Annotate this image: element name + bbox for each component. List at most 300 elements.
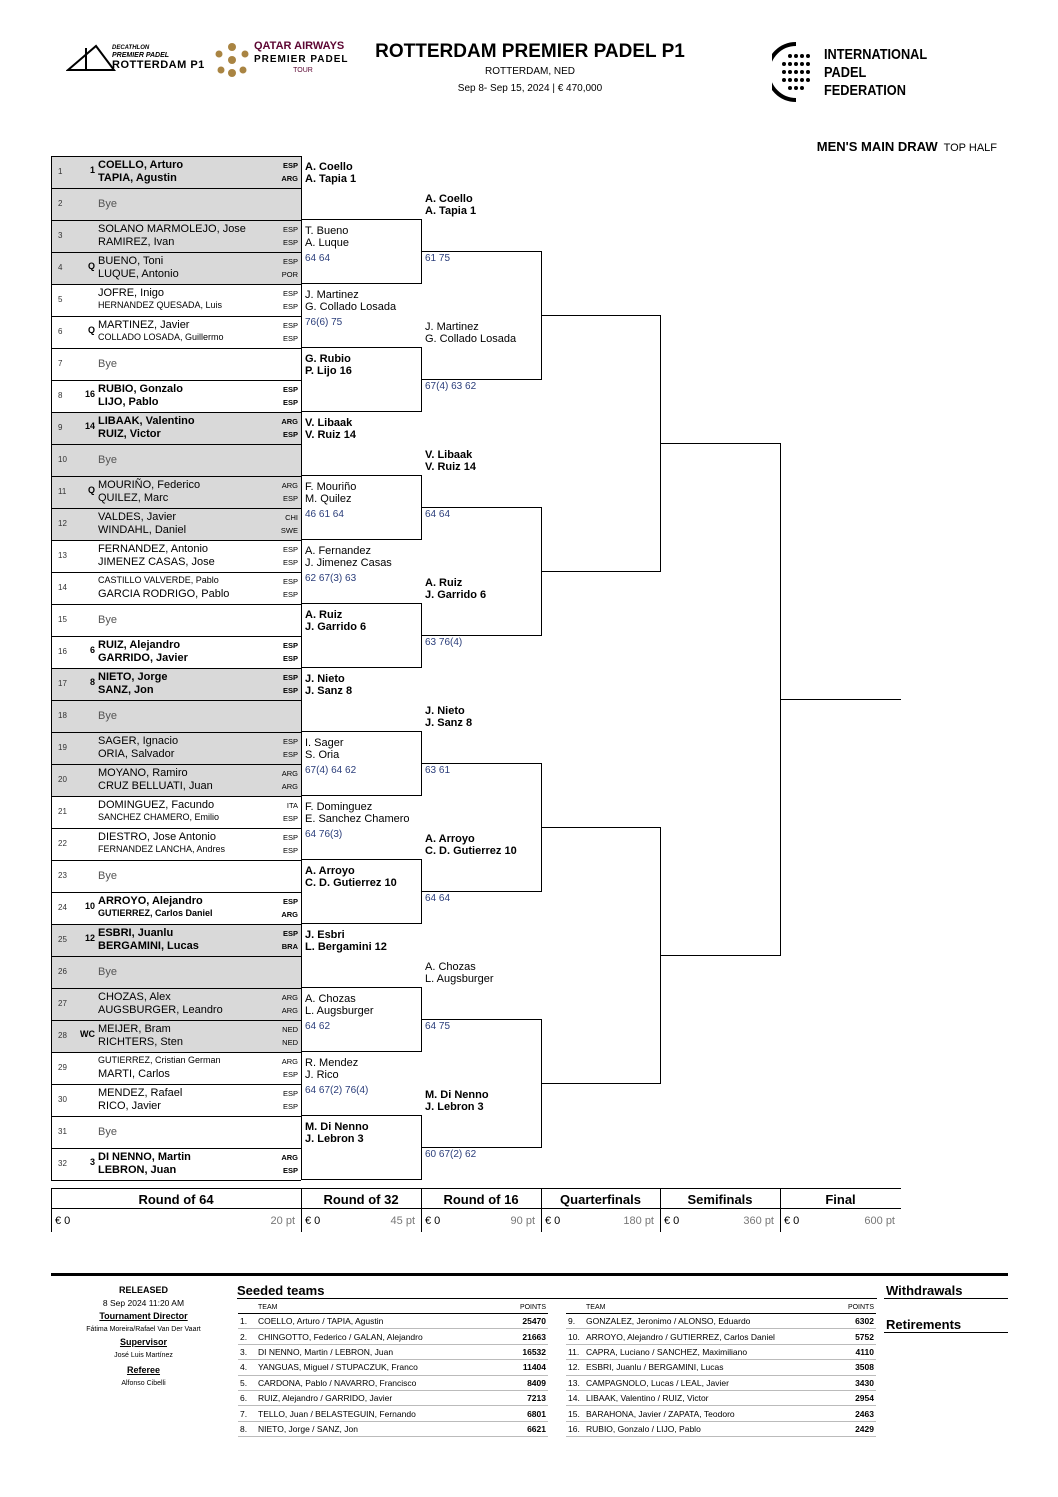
round-line bbox=[421, 763, 541, 764]
round-line bbox=[421, 507, 541, 508]
match-score: 61 75 bbox=[425, 253, 451, 264]
player-nation: ESP bbox=[282, 257, 298, 266]
winner-line: J. Nieto bbox=[425, 705, 465, 717]
player-name: QUILEZ, Marc bbox=[98, 492, 169, 504]
player-name: RICO, Javier bbox=[98, 1100, 161, 1112]
slot-divider bbox=[51, 1020, 301, 1021]
slot-divider bbox=[51, 348, 301, 349]
winner-line: G. Collado Losada bbox=[305, 301, 397, 313]
r32-winner bbox=[305, 481, 356, 505]
seed-points: 6621 bbox=[504, 1421, 548, 1436]
draw-slot bbox=[51, 956, 301, 988]
slot-divider bbox=[51, 604, 301, 605]
r32-winner bbox=[305, 225, 349, 249]
match-score: 64 64 bbox=[305, 253, 331, 264]
round-name: Semifinals bbox=[687, 1192, 753, 1207]
draw-slot bbox=[51, 1052, 301, 1084]
slot-number: 25 bbox=[58, 935, 67, 944]
winner-line: J. Lebron 3 bbox=[305, 1133, 364, 1145]
slot-seed: 12 bbox=[84, 933, 95, 943]
winner-line: S. Oria bbox=[305, 749, 340, 761]
player-nation: ARG bbox=[281, 993, 298, 1002]
seed-rank: 15. bbox=[566, 1406, 584, 1421]
rotterdam-logo-text: ROTTERDAM P1 bbox=[112, 59, 205, 71]
draw-slot bbox=[51, 252, 301, 284]
seed-rank: 1. bbox=[238, 1314, 256, 1329]
winner-line: L. Bergamini 12 bbox=[305, 941, 387, 953]
seed-team: CAPRA, Luciano / SANCHEZ, Maximiliano bbox=[584, 1344, 837, 1359]
player-nation: ESP bbox=[282, 289, 298, 298]
player-nation: ESP bbox=[282, 833, 298, 842]
winner-line: G. Rubio bbox=[305, 353, 351, 365]
player-name: MENDEZ, Rafael bbox=[98, 1087, 183, 1099]
player-name: LEBRON, Juan bbox=[98, 1164, 177, 1176]
slot-number: 9 bbox=[58, 423, 63, 432]
round-name: Round of 32 bbox=[323, 1192, 399, 1207]
winner-line: V. Ruiz 14 bbox=[305, 429, 356, 441]
round-line bbox=[301, 1179, 421, 1180]
seed-rank: 5. bbox=[238, 1375, 256, 1390]
slot-divider bbox=[51, 1116, 301, 1117]
draw-slot bbox=[51, 188, 301, 220]
player-name: NIETO, Jorge bbox=[98, 671, 168, 683]
team-header: TEAM bbox=[256, 1302, 504, 1314]
winner-line: A. Arroyo bbox=[425, 833, 475, 845]
points-header: POINTS bbox=[504, 1302, 548, 1314]
final-line bbox=[780, 699, 901, 700]
slot-number: 24 bbox=[58, 903, 67, 912]
seed-points: 21663 bbox=[504, 1329, 548, 1344]
winner-line: M. Di Nenno bbox=[305, 1121, 369, 1133]
r32-winner bbox=[305, 801, 410, 825]
r16-winner bbox=[425, 577, 486, 601]
round-line bbox=[421, 251, 541, 252]
released-label: RELEASED bbox=[118, 1285, 168, 1295]
player-nation: ESP bbox=[282, 545, 298, 554]
seed-points: 8409 bbox=[504, 1375, 548, 1390]
player-name: LUQUE, Antonio bbox=[98, 268, 179, 280]
round-name: Round of 16 bbox=[443, 1192, 519, 1207]
seed-team: ARROYO, Alejandro / GUTIERREZ, Carlos Daniel bbox=[584, 1329, 837, 1344]
winner-line: V. Libaak bbox=[305, 417, 353, 429]
slot-seed: 3 bbox=[89, 1157, 95, 1167]
player-nation: ESP bbox=[282, 590, 298, 599]
player-name: DIESTRO, Jose Antonio bbox=[98, 831, 216, 843]
slot-number: 19 bbox=[58, 743, 67, 752]
player-nation: ESP bbox=[282, 161, 298, 170]
r32-winner bbox=[305, 609, 366, 633]
player-name: BERGAMINI, Lucas bbox=[98, 940, 199, 952]
player-name: RUIZ, Victor bbox=[98, 428, 161, 440]
slot-divider bbox=[51, 188, 301, 189]
seeded-teams-title: Seeded teams bbox=[237, 1283, 325, 1298]
player-name: DOMINGUEZ, Facundo bbox=[98, 799, 215, 811]
r32-winner bbox=[305, 673, 352, 697]
seed-row bbox=[566, 1360, 876, 1375]
slot-divider bbox=[51, 412, 301, 413]
round-line bbox=[421, 379, 541, 380]
seed-rank: 8. bbox=[238, 1421, 256, 1436]
seed-rank: 9. bbox=[566, 1314, 584, 1329]
player-nation: ARG bbox=[281, 417, 298, 426]
round-line bbox=[421, 891, 541, 892]
match-score: 64 75 bbox=[425, 1021, 451, 1032]
round-line bbox=[541, 1083, 660, 1084]
slot-seed: Q bbox=[87, 261, 95, 271]
r16-winner bbox=[425, 449, 476, 473]
round-prize: € 0 bbox=[305, 1215, 321, 1227]
player-name: WINDAHL, Daniel bbox=[98, 524, 187, 536]
player-name: FERNANDEZ, Antonio bbox=[98, 543, 209, 555]
r32-winner bbox=[305, 1057, 358, 1081]
r32-winner bbox=[305, 289, 396, 313]
round-line bbox=[421, 1147, 541, 1148]
round-line bbox=[301, 1051, 421, 1052]
draw-slot bbox=[51, 540, 301, 572]
player-name: GARRIDO, Javier bbox=[98, 652, 188, 664]
seed-rank: 6. bbox=[238, 1390, 256, 1405]
slot-number: 21 bbox=[58, 807, 67, 816]
round-name: Round of 64 bbox=[138, 1192, 214, 1207]
slot-seed: Q bbox=[87, 485, 95, 495]
slot-divider bbox=[51, 1180, 301, 1181]
round-line bbox=[541, 827, 660, 828]
slot-number: 11 bbox=[58, 487, 67, 496]
seed-rank: 7. bbox=[238, 1406, 256, 1421]
player-nation: ESP bbox=[282, 1102, 298, 1111]
qatar-premier-padel-text: PREMIER PADEL bbox=[254, 54, 349, 65]
round-line bbox=[541, 571, 660, 572]
slot-divider bbox=[51, 252, 301, 253]
round-line bbox=[421, 635, 541, 636]
winner-line: J. Sanz 8 bbox=[425, 717, 473, 729]
seed-row bbox=[566, 1314, 876, 1329]
slot-number: 1 bbox=[58, 167, 63, 176]
retirements-label: Retirements bbox=[886, 1317, 962, 1332]
draw-slot bbox=[51, 892, 301, 924]
round-line bbox=[301, 475, 421, 476]
slot-divider bbox=[51, 1084, 301, 1085]
slot-divider bbox=[51, 796, 301, 797]
winner-line: J. Jimenez Casas bbox=[305, 557, 392, 569]
slot-number: 26 bbox=[58, 967, 67, 976]
winner-line: J. Nieto bbox=[305, 673, 345, 685]
player-nation: ESP bbox=[282, 334, 298, 343]
player-nation: ESP bbox=[282, 385, 298, 394]
draw-slot bbox=[51, 700, 301, 732]
slot-number: 15 bbox=[58, 615, 67, 624]
draw-slot bbox=[51, 636, 301, 668]
winner-line: E. Sanchez Chamero bbox=[305, 813, 410, 825]
player-nation: ARG bbox=[281, 769, 298, 778]
player-nation: NED bbox=[282, 1038, 298, 1047]
slot-number: 27 bbox=[58, 999, 67, 1008]
seed-points: 2463 bbox=[837, 1406, 876, 1421]
slot-number: 3 bbox=[58, 231, 63, 240]
player-nation: ESP bbox=[282, 750, 298, 759]
seed-rank: 11. bbox=[566, 1344, 584, 1359]
player-nation: ARG bbox=[281, 174, 298, 183]
seed-row bbox=[566, 1406, 876, 1421]
player-name: GARCIA RODRIGO, Pablo bbox=[98, 588, 230, 600]
match-score: 63 76(4) bbox=[425, 637, 463, 648]
seed-row bbox=[566, 1390, 876, 1405]
player-nation: ESP bbox=[282, 929, 298, 938]
player-nation: ITA bbox=[286, 801, 298, 810]
draw-slot bbox=[51, 604, 301, 636]
referee-name: Alfonso Cibelli bbox=[121, 1380, 166, 1387]
r32-winner bbox=[305, 737, 344, 761]
draw-slot bbox=[51, 316, 301, 348]
player-name: SANZ, Jon bbox=[98, 684, 154, 696]
td-name: Fátima Moreira/Rafael Van Der Vaart bbox=[86, 1326, 201, 1333]
withdrawals-label: Withdrawals bbox=[886, 1283, 963, 1298]
player-name: SOLANO MARMOLEJO, Jose bbox=[98, 223, 246, 235]
summary-top-rule bbox=[51, 1188, 901, 1189]
seed-team: ESBRI, Juanlu / BERGAMINI, Lucas bbox=[584, 1360, 837, 1375]
draw-slot bbox=[51, 796, 301, 828]
round-line bbox=[301, 283, 421, 284]
round-line bbox=[421, 1019, 541, 1020]
match-score: 67(4) 64 62 bbox=[305, 765, 357, 776]
team-header: TEAM bbox=[584, 1302, 837, 1314]
seed-team: RUIZ, Alejandro / GARRIDO, Javier bbox=[256, 1390, 504, 1405]
player-name: AUGSBURGER, Leandro bbox=[98, 1004, 223, 1016]
winner-line: J. Sanz 8 bbox=[305, 685, 353, 697]
supervisor-name: José Luis Martínez bbox=[114, 1352, 173, 1359]
round-line bbox=[301, 539, 421, 540]
winner-line: A. Luque bbox=[305, 237, 350, 249]
player-name: RICHTERS, Sten bbox=[98, 1036, 183, 1048]
player-nation: ESP bbox=[282, 1070, 298, 1079]
slot-seed: 16 bbox=[84, 389, 95, 399]
draw-slot bbox=[51, 668, 301, 700]
player-nation: NED bbox=[282, 1025, 298, 1034]
slot-divider bbox=[51, 892, 301, 893]
seed-team: NIETO, Jorge / SANZ, Jon bbox=[256, 1421, 504, 1436]
r16-winner bbox=[425, 833, 517, 857]
bye-label: Bye bbox=[98, 198, 117, 210]
tournament-title: ROTTERDAM PREMIER PADEL P1 bbox=[375, 41, 685, 62]
rotterdam-logo-mid: PREMIER PADEL bbox=[112, 52, 170, 59]
player-nation: ARG bbox=[281, 782, 298, 791]
seed-rank: 14. bbox=[566, 1390, 584, 1405]
round-summary bbox=[51, 1188, 901, 1234]
round-prize: € 0 bbox=[664, 1215, 680, 1227]
slot-seed: 6 bbox=[89, 645, 95, 655]
officials-block bbox=[51, 1284, 236, 1390]
draw-label-main: MEN'S MAIN DRAW bbox=[816, 139, 938, 154]
qatar-tour-text: TOUR bbox=[293, 67, 313, 74]
seeded-table-left-grid bbox=[238, 1302, 548, 1437]
round-line bbox=[301, 795, 421, 796]
player-nation: ESP bbox=[282, 686, 298, 695]
seed-row bbox=[238, 1375, 548, 1390]
bye-label: Bye bbox=[98, 1126, 117, 1138]
winner-line: T. Bueno bbox=[305, 225, 349, 237]
rotterdam-logo-top: DECATHLON bbox=[112, 45, 150, 51]
r32-winner bbox=[305, 993, 374, 1017]
draw-slot bbox=[51, 860, 301, 892]
seed-rank: 4. bbox=[238, 1360, 256, 1375]
slot-number: 10 bbox=[58, 455, 67, 464]
player-nation: ESP bbox=[282, 897, 298, 906]
winner-line: F. Mouriño bbox=[305, 481, 357, 493]
player-nation: ESP bbox=[282, 558, 298, 567]
player-name: RUBIO, Gonzalo bbox=[98, 383, 183, 395]
seed-team: CARDONA, Pablo / NAVARRO, Francisco bbox=[256, 1375, 504, 1390]
draw-slot bbox=[51, 764, 301, 796]
player-name: RAMIREZ, Ivan bbox=[98, 236, 175, 248]
player-name: MEIJER, Bram bbox=[98, 1023, 171, 1035]
player-name: MOYANO, Ramiro bbox=[98, 767, 188, 779]
slot-divider bbox=[51, 220, 301, 221]
seed-row bbox=[238, 1406, 548, 1421]
r32-winner bbox=[305, 545, 392, 569]
winner-line: P. Lijo 16 bbox=[305, 365, 352, 377]
player-name: LIJO, Pablo bbox=[98, 396, 159, 408]
seeded-table-right-grid bbox=[566, 1302, 876, 1437]
r32-winner bbox=[305, 417, 356, 441]
slot-divider bbox=[51, 700, 301, 701]
player-nation: ESP bbox=[282, 673, 298, 682]
r16-winner bbox=[425, 321, 516, 345]
seed-row bbox=[238, 1314, 548, 1329]
match-score: 67(4) 63 62 bbox=[425, 381, 477, 392]
winner-line: A. Chozas bbox=[425, 961, 476, 973]
draw-slot bbox=[51, 476, 301, 508]
player-nation: ESP bbox=[282, 1166, 298, 1175]
slot-number: 30 bbox=[58, 1095, 67, 1104]
seed-row bbox=[238, 1360, 548, 1375]
player-name: MOURIÑO, Federico bbox=[98, 479, 201, 491]
slot-divider bbox=[51, 956, 301, 957]
slot-number: 2 bbox=[58, 199, 63, 208]
draw-slot bbox=[51, 988, 301, 1020]
winner-line: A. Arroyo bbox=[305, 865, 355, 877]
winner-line: A. Tapia 1 bbox=[425, 205, 477, 217]
winner-line: L. Augsburger bbox=[305, 1005, 374, 1017]
round-points: 45 pt bbox=[390, 1215, 415, 1227]
slot-number: 7 bbox=[58, 359, 63, 368]
winner-line: J. Garrido 6 bbox=[425, 589, 487, 601]
round-line bbox=[301, 1115, 421, 1116]
seed-team: DI NENNO, Martin / LEBRON, Juan bbox=[256, 1344, 504, 1359]
match-score: 76(6) 75 bbox=[305, 317, 343, 328]
winner-line: C. D. Gutierrez 10 bbox=[425, 845, 517, 857]
player-nation: CHI bbox=[285, 513, 298, 522]
slot-number: 28 bbox=[58, 1031, 67, 1040]
slot-number: 4 bbox=[58, 263, 63, 272]
seed-points: 6801 bbox=[504, 1406, 548, 1421]
round-prize: € 0 bbox=[425, 1215, 441, 1227]
slot-number: 8 bbox=[58, 391, 63, 400]
player-nation: ESP bbox=[282, 225, 298, 234]
round-line bbox=[301, 667, 421, 668]
draw-slot bbox=[51, 1084, 301, 1116]
seed-row bbox=[238, 1390, 548, 1405]
round-line bbox=[301, 923, 421, 924]
winner-line: A. Coello bbox=[425, 193, 473, 205]
player-nation: SWE bbox=[280, 526, 298, 535]
slot-divider bbox=[51, 860, 301, 861]
bye-label: Bye bbox=[98, 358, 117, 370]
slot-number: 12 bbox=[58, 519, 67, 528]
seed-team: GONZALEZ, Jeronimo / ALONSO, Eduardo bbox=[584, 1314, 837, 1329]
round-line bbox=[301, 603, 421, 604]
round-name: Quarterfinals bbox=[560, 1192, 641, 1207]
player-name: GUTIERREZ, Carlos Daniel bbox=[98, 908, 213, 918]
draw-slot bbox=[51, 284, 301, 316]
draw-slot bbox=[51, 380, 301, 412]
r16-winner bbox=[425, 193, 476, 217]
player-nation: ESP bbox=[282, 430, 298, 439]
slot-divider bbox=[51, 732, 301, 733]
player-nation: ESP bbox=[282, 846, 298, 855]
player-name: TAPIA, Agustin bbox=[98, 172, 177, 184]
round-line bbox=[541, 315, 660, 316]
seed-row bbox=[238, 1344, 548, 1359]
player-name: ESBRI, Juanlu bbox=[98, 927, 174, 939]
round-line bbox=[660, 443, 780, 444]
seed-row bbox=[566, 1329, 876, 1344]
slot-divider bbox=[51, 316, 301, 317]
slot-seed: 8 bbox=[89, 677, 95, 687]
match-score: 64 67(2) 76(4) bbox=[305, 1085, 369, 1096]
slot-divider bbox=[51, 668, 301, 669]
match-score: 62 67(3) 63 bbox=[305, 573, 357, 584]
slot-divider bbox=[51, 1052, 301, 1053]
slot-divider bbox=[51, 828, 301, 829]
bye-label: Bye bbox=[98, 966, 117, 978]
match-score: 46 61 64 bbox=[305, 509, 344, 520]
draw-label-sub: TOP HALF bbox=[943, 142, 997, 154]
round-points: 600 pt bbox=[864, 1215, 895, 1227]
player-name: MARTI, Carlos bbox=[98, 1068, 170, 1080]
winner-line: G. Collado Losada bbox=[425, 333, 517, 345]
slot-divider bbox=[51, 764, 301, 765]
seed-row bbox=[238, 1421, 548, 1436]
slot-number: 20 bbox=[58, 775, 67, 784]
rank-header bbox=[238, 1302, 256, 1314]
slot-divider bbox=[51, 476, 301, 477]
seed-points: 6302 bbox=[837, 1314, 876, 1329]
seed-row bbox=[566, 1421, 876, 1436]
summary-mid-rule bbox=[51, 1208, 901, 1209]
withdrawals-rule bbox=[884, 1298, 1008, 1299]
player-nation: ESP bbox=[282, 814, 298, 823]
slot-number: 5 bbox=[58, 295, 63, 304]
player-nation: ESP bbox=[282, 321, 298, 330]
winner-line: A. Fernandez bbox=[305, 545, 372, 557]
seed-team: YANGUAS, Miguel / STUPACZUK, Franco bbox=[256, 1360, 504, 1375]
round-points: 20 pt bbox=[270, 1215, 295, 1227]
draw-slot bbox=[51, 412, 301, 444]
seed-rank: 16. bbox=[566, 1421, 584, 1436]
referee-label: Referee bbox=[126, 1365, 161, 1375]
winner-line: C. D. Gutierrez 10 bbox=[305, 877, 397, 889]
slot-seed: 1 bbox=[89, 165, 95, 175]
seed-row bbox=[566, 1375, 876, 1390]
slot-divider bbox=[51, 636, 301, 637]
points-header: POINTS bbox=[837, 1302, 876, 1314]
round-line bbox=[660, 955, 780, 956]
player-name: CASTILLO VALVERDE, Pablo bbox=[98, 575, 219, 585]
player-name: COELLO, Arturo bbox=[98, 159, 184, 171]
rank-header bbox=[566, 1302, 584, 1314]
bye-label: Bye bbox=[98, 614, 117, 626]
draw-slot bbox=[51, 508, 301, 540]
